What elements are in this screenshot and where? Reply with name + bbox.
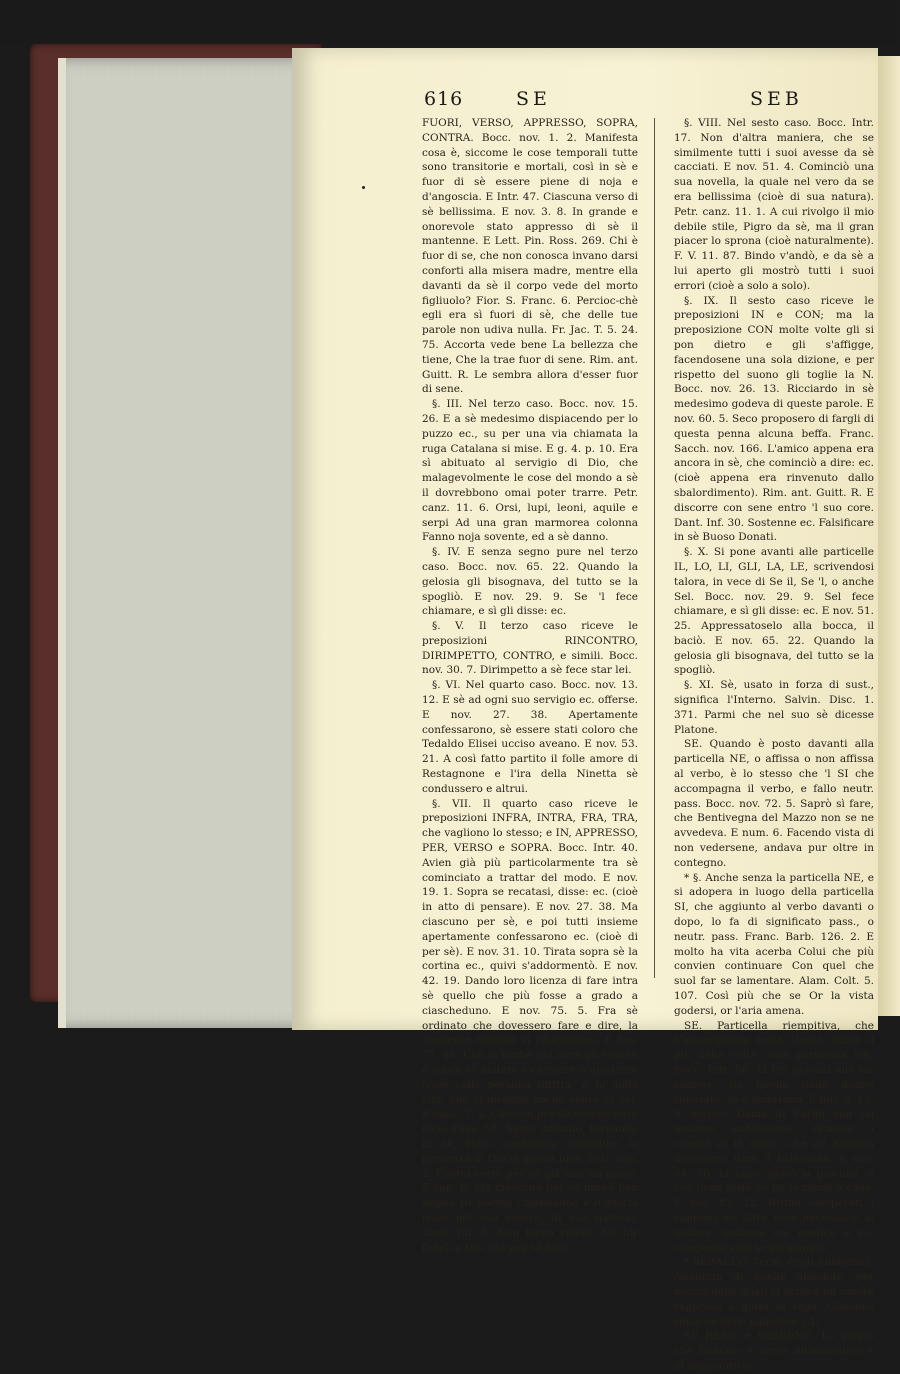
entry-paragraph: * §. Anche senza la particella NE, e si adopera in luogo della particella SI, che aggiunto al verbo davanti o dopo, lo fa di significato pass., o neutr. pass. Franc. Barb. 126. 2. E molto ha vita acerba Colui che più convien continuare Con quel che suol far se lamentare. Alam. Colt. 5. 107. Così più che se Or la vista godersi, or l'aria amena. (674, 871, 874, 1017)
running-head-right: SEB (750, 88, 803, 110)
entry-paragraph: §. VIII. Nel sesto caso. Bocc. Intr. 17. Non d'altra maniera, che se similmente tutti i suoi avesse da sè cacciati. E nov. 51. 4. Cominciò una sua novella, la quale nel vero da se era bellissima (cioè di sua natura). Petr. canz. 11. 1. A cui rivolgo il mio debile stile, Pigro da sè, ma il gran piacer lo sprona (cioè naturalmente). F. V. 11. 87. Bindo v'andò, e da sè a lui aperto gli mostrò tutti i suoi errori (cioè a solo a solo). (674, 117, 874, 292)
entry-paragraph: §. XI. Sè, usato in forza di sust., significa l'Interno. Salvin. Disc. 1. 371. Parmi che nel suo sè dicesse Platone. (674, 679, 874, 736)
entry-paragraph: §. IX. Il sesto caso riceve le preposizioni IN e CON; ma la preposizione CON molte volte gli si pon dietro e gli s'affigge, facendosene una sola dizione, e per rispetto del suono gli toglie la N. Bocc. nov. 26. 13. Ricciardo in sè medesimo godeva di queste parole. E nov. 60. 5. Seco proposero di fargli di questa penna alcuna beffa. Franc. Sacch. nov. 166. L'amico appena era ancora in sè, che cominciò a dire: ec. (cioè appena era rinvenuto dallo sbalordimento). Rim. ant. Guitt. R. E discorre con sene entro 'l suo core. Dant. Inf. 30. Sostenne ec. Falsificare in sè Buoso Donati. (674, 294, 874, 544)
entry-paragraph: §. VII. Il quarto caso riceve le preposizioni INFRA, INTRA, FRA, TRA, che vagliono lo stesso; e IN, APPRESSO, PER, VERSO e SOPRA. Bocc. Intr. 40. Avien già più particolarmente tra sè cominciato a trattar del modo. E nov. 19. 1. Sopra se recatasi, disse: ec. (cioè in atto di pensare). E nov. 27. 38. Ma ciascuno per sè, e poi tutti insieme apertamente confessarono ec. (cioè di per sè). E nov. 31. 10. Tirata sopra sè la cortina ec., quivi s'addormentò. E nov. 42. 19. Dando loro licenza di fare intra sè quello che più fosse a grado a ciascheduno. E nov. 75. 5. Fra sè ordinato che dovessero fare e dire, la seguente mattina vi ritornarono. E nov. 77. 48. Con le barbe più nere gli vedete e sopra sè andare e carolare e giostrare (cioè colla persona diritta, e in sulla vita, che si direbbe anche sopra di sè). E canz. 7. 2. Ciascun per sè accese novo foco. Pass. 58. Santo Antonio, tornando in sè, tutto confortato cognobbe la presenza di Dio in quella luce. Petr. cap. 2. Costui certo per sè già non mi piace. E cap. 6. Ma ciascuna per sè parea ben degna Di poema chiarissimo e d'istoria (cioè nel suo essere, di sua natura). Dant. Inf. 3. Non furon ribelli, Nè fur fedeli a Dio, ma per sè foro. (422, 797, 638, 1254)
entry-paragraph: §. VI. Nel quarto caso. Bocc. nov. 13. 12. E sè ad ogni suo servigio ec. offerse. E nov. 27. 38. Apertamente confessarono, sè essere stati coloro che Tedaldo Elisei ucciso aveano. E nov. 53. 21. A così fatto partito il folle amore di Restagnone e l'ira della Ninetta sè condussero e altrui. (422, 679, 638, 795)
entry-paragraph: SE. Particella riempitiva, che s'accompagna nella stessa guisa il più delle volte colla particella NE. Bocc. Intr. 56. Li tre giovani alle lor camere, da quelle delle donne separate, se n'andarono. E nov. 2. 12. A messer Dama di Parigi con lui insieme andatosene, richiese i cherici di là entro, che ad Abraam dovessero dare il battesimo. E nov. 44. 16. Li capo sposò la giovane, e con gran festa se ne la menò a casa. E nov. 83. 12. Bruno comperati i capponi, ed altre cose necessarie al godere, insieme col medico e co' compagni suoi se gli mangiò. (674, 1019, 874, 1254)
book-page (292, 48, 878, 1372)
entry-paragraph: §. III. Nel terzo caso. Bocc. nov. 15. 26. E a sè medesimo dispiacendo per lo puzzo ec., su per una via chiamata la ruga Catalana si mise. E g. 4. p. 10. Era sì abituato al servigio di Dio, che malagevolmente le cose del mondo a sè il dovrebbono omai poter trarre. Petr. canz. 11. 6. Orsi, lupi, leoni, aquile e serpi Ad una gran marmorea colonna Fanno noja sovente, ed a sè danno. (422, 398, 638, 544)
dark-background (0, 0, 898, 44)
page-edges (58, 58, 322, 1028)
page-number: 616 (424, 88, 464, 110)
entry-paragraph: SE BENE e SEBBENE. Lo stesso che Benchè; e serve all'indicativo e al soggiuntivo. (674, 1330, 874, 1372)
entry-paragraph: §. IV. E senza segno pure nel terzo caso. Bocc. nov. 65. 22. Quando la gelosia gli bisognava, del tutto se la spogliò. E nov. 29. 9. Se 'l fece chiamare, e sì gli disse: ec. (422, 546, 638, 618)
right-column (674, 116, 874, 1372)
entry-paragraph: §. V. Il terzo caso riceve le preposizioni RINCONTRO, DIRIMPETTO, CONTRO, e simili. Bocc. nov. 30. 7. Dirimpetto a sè fece star lei. (422, 620, 638, 677)
column-divider (654, 118, 655, 978)
entry-paragraph: FUORI, VERSO, APPRESSO, SOPRA, CONTRA. Bocc. nov. 1. 2. Manifesta cosa è, siccome le cose temporali tutte sono transitorie e mortali, così in sè e fuor di sè essere piene di noja e d'angoscia. E Intr. 47. Ciascuna verso di sè bellissima. E nov. 3. 8. In grande e onorevole stato appresso di sè il mantenne. E Lett. Pin. Ross. 269. Chi è fuor di se, che non conosca invano darsi conforti alla misera madre, mentre ella davanti da sè il corpo vede del morto figliuolo? Fior. S. Franc. 6. Percioc-chè egli era sì fuori di sè, che delle tue parole non udiva nulla. Fr. Jac. T. 5. 24. 75. Accorta vede bene La bellezza che tiene, Che la trae fuor di sene. Rim. ant. Guitt. R. Le sembra allora d'esser fuor di sene. (422, 117, 638, 396)
entry-paragraph: SE. Quando è posto davanti alla particella NE, o affissa o non affissa al verbo, è lo stesso che 'l SI che accompagna il verbo, e fallo neutr. pass. Bocc. nov. 72. 5. Saprò sì fare, che Bentivegna del Mazzo non se ne avvedeva. E num. 6. Facendo vista di non vedersene, andava pur oltre in contegno. (674, 738, 874, 869)
running-head-left: SE (516, 88, 551, 110)
entry-paragraph: * SEBACEO. Term. degli Anatomici. Aggiunto di quelle glandole, per mezzo delle quali si separa un umore rappreso a guisa di sego. Glandole sebacee delle palpebre. (A) (674, 1256, 874, 1328)
entry-paragraph: §. X. Si pone avanti alle particelle IL, LO, LI, GLI, LA, LE, scrivendosi talora, in vece di Se il, Se 'l, o anche Sel. Bocc. nov. 29. 9. Sel fece chiamare, e sì gli disse: ec. E nov. 51. 25. Appressatoselo alla bocca, il baciò. E nov. 65. 22. Quando la gelosia gli bisognava, del tutto se la spogliò. (674, 546, 874, 677)
facing-page-edge (878, 56, 900, 1016)
ink-spot (362, 186, 365, 189)
left-column (422, 116, 638, 1254)
